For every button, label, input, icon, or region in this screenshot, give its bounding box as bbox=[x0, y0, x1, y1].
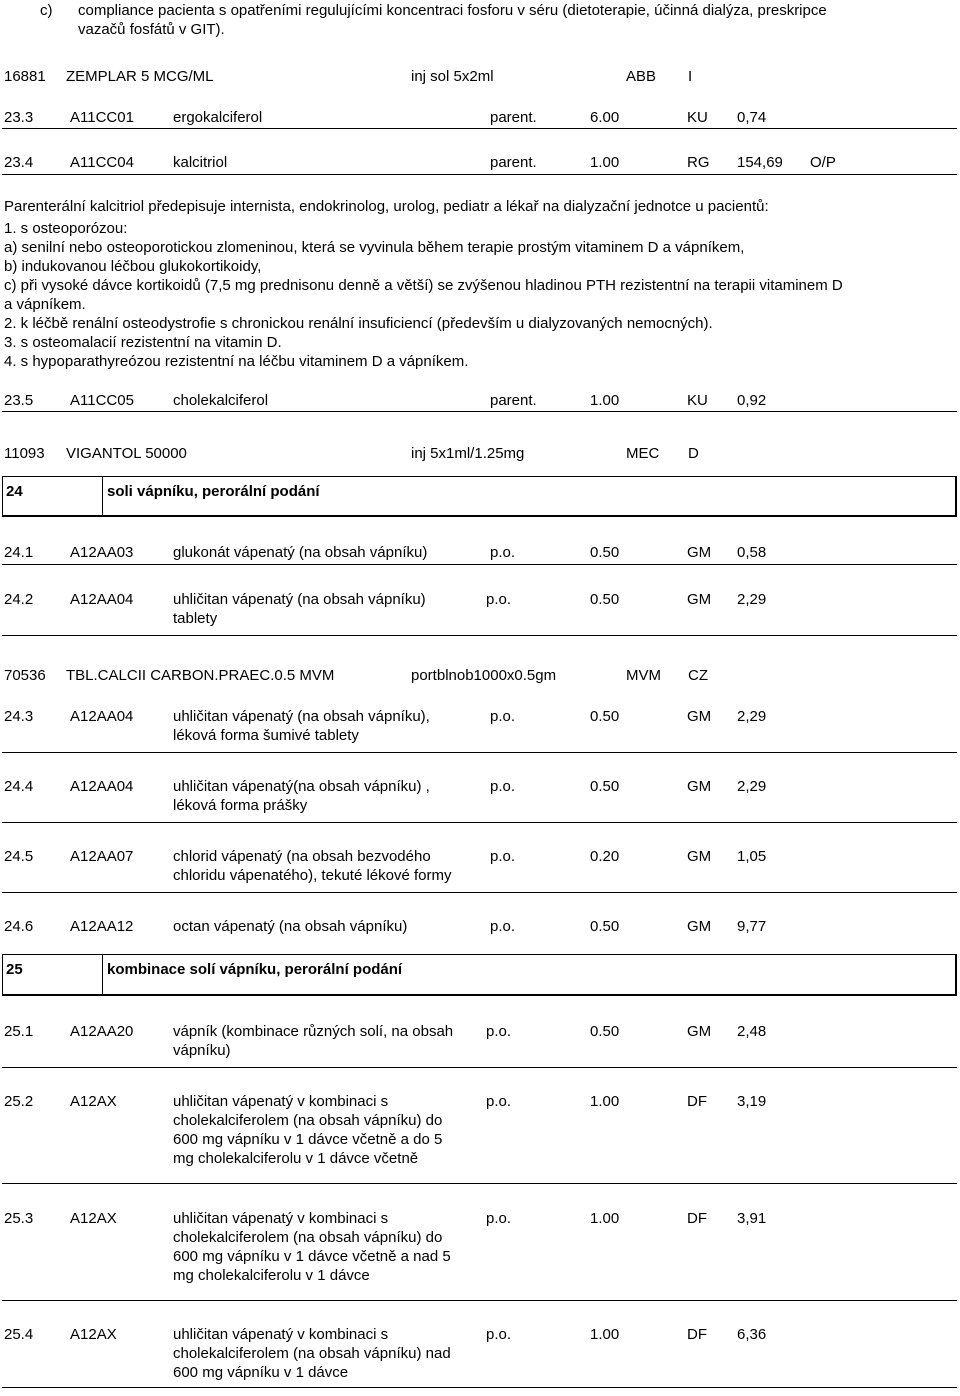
row-substance-line: uhličitan vápenatý (na obsah vápníku), bbox=[173, 708, 430, 725]
row-id: 24.2 bbox=[4, 591, 34, 608]
row-atc: A12AA03 bbox=[70, 544, 134, 561]
row-atc: A12AA20 bbox=[70, 1023, 134, 1040]
product-form: inj 5x1ml/1.25mg bbox=[411, 445, 525, 462]
row-ddd: 1.00 bbox=[590, 1326, 620, 1343]
group-code: 25 bbox=[6, 961, 23, 978]
row-ddd: 0.50 bbox=[590, 708, 620, 725]
row-atc: A12AA04 bbox=[70, 708, 134, 725]
row-route: p.o. bbox=[490, 848, 516, 865]
row-atc: A11CC04 bbox=[70, 154, 134, 171]
product-code: 16881 bbox=[4, 68, 46, 85]
row-substance-line: kalcitriol bbox=[173, 154, 228, 171]
row-unit: RG bbox=[687, 154, 710, 171]
row-atc: A12AA04 bbox=[70, 778, 134, 795]
row-substance-line: uhličitan vápenatý (na obsah vápníku) bbox=[173, 591, 426, 608]
paragraph-line: 4. s hypoparathyreózou rezistentní na léčbu vitaminem D a vápníkem. bbox=[4, 353, 469, 370]
row-substance-line: uhličitan vápenatý v kombinaci s bbox=[173, 1210, 389, 1227]
row-substance-line: tablety bbox=[173, 610, 218, 627]
row-divider bbox=[2, 174, 957, 175]
row-atc: A12AA04 bbox=[70, 591, 134, 608]
row-route: p.o. bbox=[490, 918, 516, 935]
row-substance-line: léková forma šumivé tablety bbox=[173, 727, 359, 744]
row-atc: A12AX bbox=[70, 1326, 117, 1343]
row-ddd: 0.50 bbox=[590, 1023, 620, 1040]
row-substance-line: léková forma prášky bbox=[173, 797, 308, 814]
group-header bbox=[2, 954, 957, 996]
row-route: p.o. bbox=[490, 778, 516, 795]
row-unit: GM bbox=[687, 848, 712, 865]
row-value: 2,29 bbox=[737, 591, 767, 608]
row-id: 25.1 bbox=[4, 1023, 34, 1040]
row-substance-line: cholekalciferolem (na obsah vápníku) do bbox=[173, 1112, 443, 1129]
row-divider bbox=[2, 128, 957, 129]
row-route: p.o. bbox=[486, 1023, 512, 1040]
row-ddd: 0.20 bbox=[590, 848, 620, 865]
row-route: p.o. bbox=[486, 1210, 512, 1227]
row-id: 24.6 bbox=[4, 918, 34, 935]
row-route: p.o. bbox=[486, 591, 512, 608]
row-divider bbox=[2, 564, 957, 565]
product-code: 70536 bbox=[4, 667, 46, 684]
row-substance-line: cholekalciferolem (na obsah vápníku) nad bbox=[173, 1345, 451, 1362]
row-route: p.o. bbox=[486, 1093, 512, 1110]
row-substance-line: 600 mg vápníku v 1 dávce bbox=[173, 1364, 349, 1381]
row-id: 25.3 bbox=[4, 1210, 34, 1227]
row-atc: A12AA07 bbox=[70, 848, 134, 865]
row-id: 25.2 bbox=[4, 1093, 34, 1110]
row-ddd: 0.50 bbox=[590, 778, 620, 795]
row-divider bbox=[2, 822, 957, 823]
product-country: I bbox=[688, 68, 693, 85]
row-substance-line: chloridu vápenatého), tekuté lékové formy bbox=[173, 867, 452, 884]
row-value: 0,58 bbox=[737, 544, 767, 561]
row-substance-line: 600 mg vápníku v 1 dávce včetně a nad 5 bbox=[173, 1248, 451, 1265]
product-name: ZEMPLAR 5 MCG/ML bbox=[66, 68, 214, 85]
row-atc: A12AX bbox=[70, 1210, 117, 1227]
row-route: parent. bbox=[490, 154, 537, 171]
row-atc: A12AX bbox=[70, 1093, 117, 1110]
row-route: p.o. bbox=[490, 544, 516, 561]
paragraph-line: c) při vysoké dávce kortikoidů (7,5 mg prednisonu denně a větší) se zvýšenou hladinou PTH rezistentní na terapii vitaminem D bbox=[4, 277, 843, 294]
intro-label: c) bbox=[40, 2, 53, 19]
row-unit: GM bbox=[687, 591, 712, 608]
row-ddd: 0.50 bbox=[590, 544, 620, 561]
row-substance-line: uhličitan vápenatý v kombinaci s bbox=[173, 1093, 389, 1110]
product-code: 11093 bbox=[4, 445, 45, 462]
row-substance-line: glukonát vápenatý (na obsah vápníku) bbox=[173, 544, 428, 561]
row-substance-line: uhličitan vápenatý v kombinaci s bbox=[173, 1326, 389, 1343]
row-unit: GM bbox=[687, 918, 712, 935]
row-substance-line: cholekalciferolem (na obsah vápníku) do bbox=[173, 1229, 443, 1246]
row-unit: DF bbox=[687, 1210, 707, 1227]
product-form: inj sol 5x2ml bbox=[411, 68, 494, 85]
row-substance-line: ergokalciferol bbox=[173, 109, 263, 126]
row-substance-line: chlorid vápenatý (na obsah bezvodého bbox=[173, 848, 431, 865]
row-ddd: 1.00 bbox=[590, 154, 620, 171]
row-value: 0,74 bbox=[737, 109, 767, 126]
row-unit: KU bbox=[687, 392, 708, 409]
paragraph-line: 2. k léčbě renální osteodystrofie s chronickou renální insuficiencí (především u dialyzovaných nemocných). bbox=[4, 315, 713, 332]
row-unit: GM bbox=[687, 1023, 712, 1040]
row-id: 23.4 bbox=[4, 154, 34, 171]
row-divider bbox=[2, 411, 957, 412]
group-name: soli vápníku, perorální podání bbox=[107, 483, 320, 500]
row-substance-line: octan vápenatý (na obsah vápníku) bbox=[173, 918, 408, 935]
row-route: parent. bbox=[490, 109, 537, 126]
row-value: 6,36 bbox=[737, 1326, 767, 1343]
row-unit: GM bbox=[687, 544, 712, 561]
row-divider bbox=[2, 892, 957, 893]
row-unit: DF bbox=[687, 1093, 707, 1110]
row-substance-line: cholekalciferol bbox=[173, 392, 269, 409]
product-country: CZ bbox=[688, 667, 708, 684]
paragraph-line: 3. s osteomalacií rezistentní na vitamin D. bbox=[4, 334, 282, 351]
row-ddd: 0.50 bbox=[590, 591, 620, 608]
group-name: kombinace solí vápníku, perorální podání bbox=[107, 961, 403, 978]
row-substance-line: vápník (kombinace různých solí, na obsah bbox=[173, 1023, 454, 1040]
row-divider bbox=[2, 1067, 957, 1068]
row-value: 2,29 bbox=[737, 778, 767, 795]
row-unit: GM bbox=[687, 778, 712, 795]
row-divider bbox=[2, 635, 957, 636]
row-id: 24.1 bbox=[4, 544, 34, 561]
row-substance-line: vápníku) bbox=[173, 1042, 231, 1059]
paragraph-line: a vápníkem. bbox=[4, 296, 86, 313]
paragraph-line: 1. s osteoporózou: bbox=[4, 220, 128, 237]
row-ddd: 1.00 bbox=[590, 392, 620, 409]
row-unit: GM bbox=[687, 708, 712, 725]
intro-text-line-1: compliance pacienta s opatřeními regulujícími koncentraci fosforu v séru (dietoterapie, účinná dialýza, preskripce bbox=[78, 2, 827, 19]
row-id: 24.4 bbox=[4, 778, 34, 795]
row-value: 3,19 bbox=[737, 1093, 767, 1110]
group-code: 24 bbox=[6, 483, 23, 500]
product-holder: MEC bbox=[626, 445, 660, 462]
row-route: parent. bbox=[490, 392, 537, 409]
product-country: D bbox=[688, 445, 699, 462]
row-id: 23.3 bbox=[4, 109, 34, 126]
row-divider bbox=[2, 1300, 957, 1301]
paragraph-line: Parenterální kalcitriol předepisuje internista, endokrinolog, urolog, pediatr a lékař na dialyzační jednotce u pacientů: bbox=[4, 198, 769, 215]
row-atc: A11CC05 bbox=[70, 392, 134, 409]
paragraph-line: a) senilní nebo osteoporotickou zlomeninou, která se vyvinula během terapie prostým vitaminem D a vápníkem, bbox=[4, 239, 745, 256]
row-route: p.o. bbox=[490, 708, 516, 725]
row-id: 24.5 bbox=[4, 848, 34, 865]
row-id: 24.3 bbox=[4, 708, 34, 725]
group-header-divider bbox=[102, 955, 103, 994]
row-value: 2,48 bbox=[737, 1023, 767, 1040]
intro-text-line-2: vazačů fosfátů v GIT). bbox=[78, 21, 225, 38]
row-ddd: 1.00 bbox=[590, 1093, 620, 1110]
row-substance-line: mg cholekalciferolu v 1 dávce včetně bbox=[173, 1150, 419, 1167]
product-form: portblnob1000x0.5gm bbox=[411, 667, 557, 684]
row-atc: A11CC01 bbox=[70, 109, 134, 126]
row-value: 2,29 bbox=[737, 708, 767, 725]
row-value: 154,69 bbox=[737, 154, 783, 171]
product-name: TBL.CALCII CARBON.PRAEC.0.5 MVM bbox=[66, 667, 335, 684]
paragraph-line: b) indukovanou léčbou glukokortikoidy, bbox=[4, 258, 262, 275]
row-unit: KU bbox=[687, 109, 708, 126]
product-holder: ABB bbox=[626, 68, 657, 85]
row-unit: DF bbox=[687, 1326, 707, 1343]
row-substance-line: uhličitan vápenatý(na obsah vápníku) , bbox=[173, 778, 430, 795]
row-substance-line: 600 mg vápníku v 1 dávce včetně a do 5 bbox=[173, 1131, 443, 1148]
row-ddd: 1.00 bbox=[590, 1210, 620, 1227]
row-value: 3,91 bbox=[737, 1210, 767, 1227]
row-substance-line: mg cholekalciferolu v 1 dávce bbox=[173, 1267, 370, 1284]
row-route: p.o. bbox=[486, 1326, 512, 1343]
product-name: VIGANTOL 50000 bbox=[66, 445, 187, 462]
row-divider bbox=[2, 752, 957, 753]
group-header-divider bbox=[102, 477, 103, 515]
group-header bbox=[2, 476, 957, 517]
row-value: 9,77 bbox=[737, 918, 767, 935]
row-divider bbox=[2, 1183, 957, 1184]
row-value: 1,05 bbox=[737, 848, 767, 865]
row-note: O/P bbox=[810, 154, 836, 171]
row-ddd: 0.50 bbox=[590, 918, 620, 935]
product-holder: MVM bbox=[626, 667, 661, 684]
row-atc: A12AA12 bbox=[70, 918, 134, 935]
row-id: 25.4 bbox=[4, 1326, 34, 1343]
row-id: 23.5 bbox=[4, 392, 34, 409]
row-divider bbox=[2, 1387, 957, 1388]
row-value: 0,92 bbox=[737, 392, 767, 409]
row-ddd: 6.00 bbox=[590, 109, 620, 126]
